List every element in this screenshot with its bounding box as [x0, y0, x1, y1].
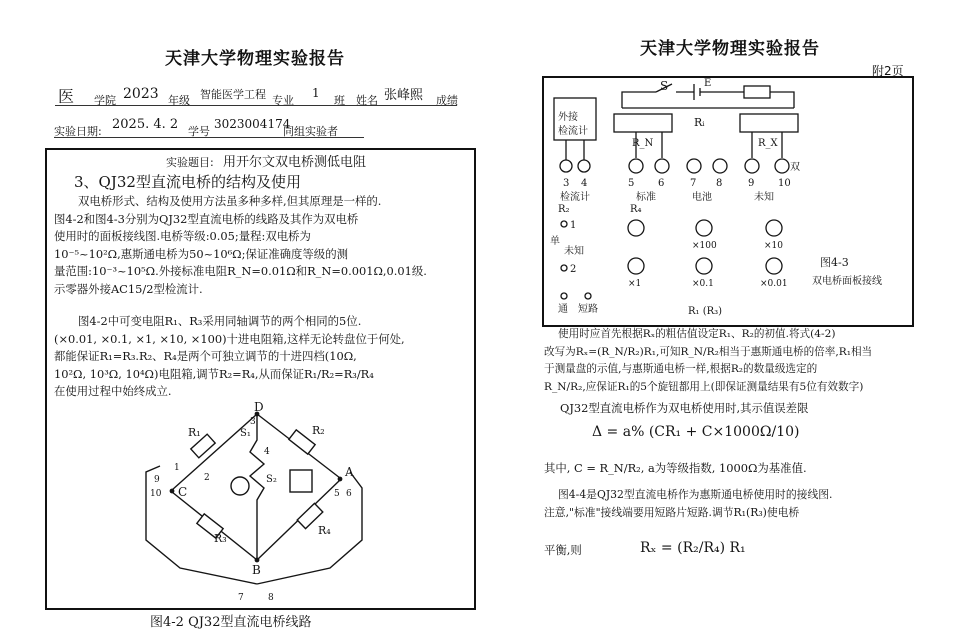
- term-label-8: 8: [716, 178, 723, 189]
- r-p1-line: R_N/R₂,应保证R₁的5个旋钮都用上(即保证测量结果有5位有效数字): [544, 380, 864, 393]
- label-B: B: [252, 563, 261, 577]
- id-label: 学号: [188, 125, 210, 138]
- exp-title-label: 实验题目:: [166, 156, 214, 169]
- terminal-6: [655, 159, 669, 173]
- label-t6: 6: [346, 489, 352, 499]
- bridge-diagram: [140, 400, 370, 605]
- label-S: S: [660, 79, 669, 93]
- header-line-2: [54, 137, 364, 138]
- terminal-10: [775, 159, 789, 173]
- label-std: 标准: [636, 192, 656, 203]
- year-label: 年级: [168, 94, 190, 107]
- galv-box-label-1: 外接: [558, 112, 578, 123]
- knob-R4: [628, 220, 644, 236]
- major-label: 专业: [272, 94, 294, 107]
- term-label-10: 10: [778, 178, 791, 189]
- dial-x100: [696, 220, 712, 236]
- node-dot-A: [338, 477, 343, 482]
- terminal-8: [713, 159, 727, 173]
- formula-rx: Rₓ = (R₂/R₄) R₁: [640, 540, 746, 556]
- galv-box-label-2: 检流计: [558, 126, 588, 137]
- dial-x0.1: [696, 258, 712, 274]
- header-line-1: [55, 105, 457, 106]
- pin-through: [561, 293, 567, 299]
- label-t5: 5: [334, 489, 340, 499]
- label-battery: 电池: [692, 192, 712, 203]
- fig-caption-4-3-a: 图4-3: [820, 256, 849, 269]
- term-label-6: 6: [658, 178, 665, 189]
- date-value: 2025. 4. 2: [112, 117, 179, 132]
- rx-box: [740, 114, 798, 132]
- college-label: 学院: [94, 94, 116, 107]
- name-value: 张峰熙: [384, 88, 424, 103]
- report-title-right: 天津大学物理实验报告: [640, 39, 820, 59]
- label-R2: R₂: [558, 204, 570, 215]
- rheostat: [744, 86, 770, 98]
- label-o2: 2: [570, 264, 577, 275]
- label-t4: 4: [264, 447, 270, 457]
- node-dot-B: [255, 558, 260, 563]
- college-value: 医: [58, 87, 75, 106]
- right-paragraph-4: [544, 486, 914, 521]
- label-single: 单: [550, 236, 560, 247]
- left-paragraph-1: [54, 193, 466, 298]
- name-label: 姓名: [356, 94, 378, 107]
- l-p1-line: 示零器外接AC15/2型检流计.: [54, 281, 203, 296]
- report-title-left: 天津大学物理实验报告: [165, 49, 345, 69]
- terminal-3: [560, 160, 572, 172]
- label-R3: R₃: [214, 532, 227, 545]
- r-p1-line: 于测量盘的示值,与惠斯通电桥一样,根据R₂的数量级选定的: [544, 363, 818, 375]
- pin-short: [585, 293, 591, 299]
- node-dot-C: [170, 489, 175, 494]
- label-galv: 检流计: [560, 192, 590, 203]
- right-paragraph-3: 其中, C = R_N/R₂, a为等级指数, 1000Ω为基准值.: [544, 461, 807, 475]
- right-paragraph-2: QJ32型直流电桥作为双电桥使用时,其示值误差限: [560, 401, 809, 415]
- label-t9: 9: [154, 475, 160, 485]
- section-heading: 3、QJ32型直流电桥的结构及使用: [74, 173, 301, 191]
- terminal-5: [629, 159, 643, 173]
- l-p2-line: (×0.01, ×0.1, ×1, ×10, ×100)十进电阻箱,这样无论转盘位于何处,: [54, 331, 405, 346]
- l-p1-line: 10⁻⁵~10²Ω,惠斯通电桥为50~10⁶Ω;保证准确度等级的测: [54, 246, 348, 261]
- l-p2-line: 10²Ω, 10³Ω, 10⁴Ω)电阻箱,调节R₂=R₄,从而保证R₁/R₂=R₃/R₄: [54, 366, 374, 381]
- label-R1: R₁: [188, 426, 201, 439]
- dial-label-x10: ×10: [764, 241, 783, 251]
- center-branch: [250, 414, 264, 560]
- r-p4-line: 注意,"标准"接线端要用短路片短路.调节R₁(R₃)使电桥: [544, 505, 800, 519]
- label-S2: S₂: [266, 474, 277, 485]
- right-paragraph-5: 平衡,则: [544, 543, 582, 557]
- label-double: 双: [790, 162, 800, 173]
- term-label-7: 7: [690, 178, 697, 189]
- right-page: [530, 0, 960, 639]
- class-label: 班: [334, 94, 345, 107]
- label-E: E: [704, 78, 712, 89]
- label-through: 通: [558, 304, 568, 315]
- label-unknown-short: 未知: [564, 246, 584, 257]
- score-label: 成绩: [436, 94, 458, 107]
- id-value: 3023004174: [214, 117, 291, 131]
- label-Rn: R_N: [632, 138, 654, 149]
- year-value: 2023: [123, 86, 159, 102]
- label-unknown: 未知: [754, 192, 774, 203]
- figure-caption-4-2: 图4-2 QJ32型直流电桥线路: [150, 615, 312, 630]
- l-p1-line: 使用时的面板接线图.电桥等级:0.05;量程:双电桥为: [54, 229, 311, 243]
- dial-x10: [766, 220, 782, 236]
- switch-pin-2: [561, 265, 567, 271]
- label-C: C: [178, 485, 188, 499]
- left-paragraph-2: [54, 313, 466, 401]
- terminal-9: [745, 159, 759, 173]
- r-p1-line: 使用时应首先根据Rₓ的粗估值设定R₁、R₂的初值.将式(4-2): [558, 328, 836, 340]
- formula-error-limit: Δ = a% (CR₁ + C×1000Ω/10): [592, 424, 800, 440]
- label-t7: 7: [238, 593, 244, 603]
- l-p2-line: 在使用过程中始终成立.: [54, 384, 172, 398]
- term-label-3: 3: [563, 178, 570, 189]
- label-short: 短路: [578, 304, 598, 315]
- label-t3: 3: [250, 417, 256, 427]
- dial-x0.01: [766, 258, 782, 274]
- term-label-9: 9: [748, 178, 755, 189]
- label-t1: 1: [174, 463, 180, 473]
- exp-title-value: 用开尔文双电桥测低电阻: [223, 155, 367, 170]
- label-t2: 2: [204, 473, 210, 483]
- fig-caption-4-3-b: 双电桥面板接线: [812, 276, 882, 287]
- label-t8: 8: [268, 593, 274, 603]
- dial-label-x1: ×1: [628, 279, 642, 289]
- label-A: A: [345, 465, 354, 479]
- term-label-4: 4: [581, 178, 588, 189]
- label-S1: S₁: [240, 428, 251, 439]
- right-paragraph-1: [544, 326, 914, 396]
- term-label-5: 5: [628, 178, 635, 189]
- page-tag: 附2页: [872, 64, 904, 78]
- l-p1-line: 量范围:10⁻³~10⁵Ω.外接标准电阻R_N=0.01Ω和R_N=0.001Ω,0.01级.: [54, 264, 427, 278]
- label-R1R3: R₁ (R₃): [688, 306, 723, 317]
- l-p2-line: 都能保证R₁=R₃.R₂、R₄是两个可独立调节的十进四档(10Ω,: [54, 349, 357, 363]
- galvanometer-symbol: [231, 477, 249, 495]
- label-Ri: Rᵢ: [694, 116, 705, 129]
- terminal-7: [687, 159, 701, 173]
- dial-x1: [628, 258, 644, 274]
- date-label: 实验日期:: [54, 125, 102, 138]
- wire-to-switch: [622, 92, 656, 108]
- label-Rx: R_X: [758, 138, 778, 149]
- wire-rheo-rx: [770, 92, 794, 108]
- l-p1-line: 双电桥形式、结构及使用方法虽多种多样,但其原理是一样的.: [78, 194, 382, 208]
- label-t10: 10: [150, 489, 162, 499]
- partner-label: 同组实验者: [283, 125, 338, 138]
- major-value: 智能医学工程: [200, 88, 266, 101]
- panel-diagram: [544, 78, 910, 323]
- terminal-4: [578, 160, 590, 172]
- l-p1-line: 图4-2和图4-3分别为QJ32型直流电桥的线路及其作为双电桥: [54, 211, 359, 226]
- label-D: D: [254, 400, 264, 414]
- r-p1-line: 改写为Rₓ=(R_N/R₂)R₁,可知R_N/R₂相当于惠斯通电桥的倍率,R₁相当: [544, 345, 873, 358]
- label-R2: R₂: [312, 424, 325, 437]
- label-R4: R₄: [318, 524, 331, 537]
- rn-box: [614, 114, 672, 132]
- r-p4-line: 图4-4是QJ32型直流电桥作为惠斯通电桥使用时的接线图.: [558, 488, 833, 501]
- label-R4: R₄: [630, 204, 642, 215]
- label-o1: 1: [570, 220, 577, 231]
- dial-label-x0.01: ×0.01: [760, 279, 788, 289]
- switch-pin-1: [561, 221, 567, 227]
- class-value: 1: [312, 86, 320, 100]
- resistor-Rx: [290, 470, 312, 492]
- dial-label-x0.1: ×0.1: [692, 279, 714, 289]
- l-p2-line: 图4-2中可变电阻R₁、R₃采用同轴调节的两个相同的5位.: [78, 314, 362, 328]
- dial-label-x100: ×100: [692, 241, 717, 251]
